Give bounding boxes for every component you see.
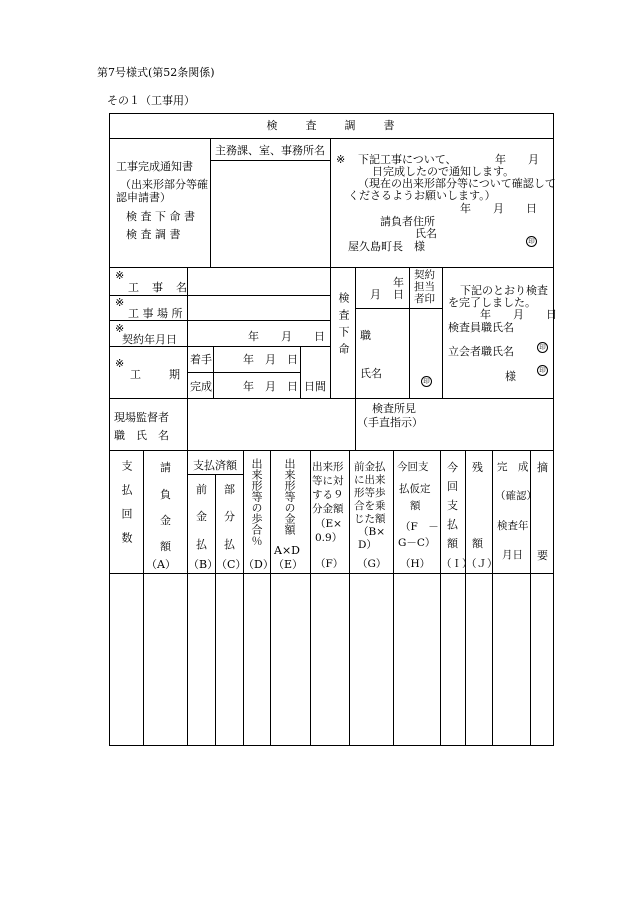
col-j-label: （Ｊ） xyxy=(466,558,498,570)
col-f-label: （F） xyxy=(315,558,344,570)
col-h-line-2: 払仮定 xyxy=(399,483,431,495)
work-name-label: 工 事 名 xyxy=(128,281,188,294)
contract-officer-seal-label: 契約担当者印 xyxy=(414,269,435,305)
col-g-line-5: じた額 xyxy=(354,513,386,525)
start-label: 着手 xyxy=(190,353,212,366)
col-h-line-4: （F － xyxy=(400,521,439,533)
line-s2-v2 xyxy=(330,267,331,398)
start-date: 年 月 日 xyxy=(243,353,298,366)
line-s1-v1 xyxy=(210,138,211,267)
col-g-line-2: に出来 xyxy=(354,474,386,486)
line-s2-h4 xyxy=(187,372,300,373)
notice-date: 年 月 日 xyxy=(460,202,537,215)
addressee: 屋久島町長 様 xyxy=(348,240,425,253)
col-a-label: （A） xyxy=(146,558,176,571)
opinion-label-2: （手直指示） xyxy=(357,416,423,429)
col-a-char-1: 請 xyxy=(160,461,171,474)
col-j-char-2: 額 xyxy=(472,537,483,550)
order-name: 氏名 xyxy=(360,367,382,380)
line-s2-h3 xyxy=(109,346,330,347)
notice-mark: ※ xyxy=(336,153,346,166)
period-label: 工 期 xyxy=(130,368,182,381)
col-header-pay-count: 支払回数 xyxy=(120,460,133,556)
mark-4: ※ xyxy=(115,357,125,370)
supervisor-label-1: 現場監督者 xyxy=(114,411,169,424)
mark-2: ※ xyxy=(115,296,125,309)
form-number: 第7号様式(第52条関係) xyxy=(97,66,215,79)
finish-label: 完成 xyxy=(190,380,212,393)
col-i-char-1: 今 xyxy=(447,461,458,474)
doc-type-completion: 工事完成通知書 xyxy=(116,160,193,173)
witness-label: 立会者職氏名 xyxy=(448,345,514,358)
line-paid-split xyxy=(187,474,243,475)
col-i-char-2: 回 xyxy=(447,480,458,493)
col-header-paid: 支払済額 xyxy=(193,459,237,472)
doc-type-order: 検 査 下 命 書 xyxy=(126,210,195,223)
table-col-line-6 xyxy=(310,450,311,746)
line-s2-v6 xyxy=(213,346,214,398)
line-s2-h1 xyxy=(109,295,330,296)
col-e-label: （E） xyxy=(273,558,304,571)
col-c-label: （C） xyxy=(216,558,247,571)
col-f-line-2: 等に対 xyxy=(312,475,344,487)
col-b-char-2: 金 xyxy=(196,510,207,523)
table-col-line-4 xyxy=(243,450,244,746)
col-f-line-1: 出来形 xyxy=(312,461,344,473)
opinion-label-1: 検査所見 xyxy=(372,402,416,415)
col-f-line-6: 0.9） xyxy=(315,532,343,544)
days-label: 日間 xyxy=(304,380,326,393)
col-k-line-2: （確認） xyxy=(495,490,537,502)
col-header-progress-rate: 出来形等の歩合％ xyxy=(250,458,263,546)
table-col-line-5 xyxy=(270,450,271,746)
complete-line-1: 下記のとおり検査 xyxy=(460,284,548,297)
col-f-line-3: する９ xyxy=(312,489,344,501)
order-year: 年 xyxy=(393,276,404,289)
col-f-line-5: （E× xyxy=(315,518,342,530)
doc-type-inspection: 検 査 調 書 xyxy=(126,228,181,241)
col-a-char-2: 負 xyxy=(160,488,171,501)
notice-line-2: 日完成したので通知します。 xyxy=(372,165,515,178)
table-col-line-7 xyxy=(349,450,350,746)
col-g-line-6: （B× xyxy=(358,526,386,538)
col-f-line-4: 分金額 xyxy=(312,503,344,515)
col-i-label: （Ｉ） xyxy=(441,558,473,570)
col-remarks-char-1: 摘 xyxy=(537,461,548,474)
col-g-label: （G） xyxy=(357,558,387,570)
col-g-line-3: 形等歩 xyxy=(354,487,386,499)
contract-date-label: 契約年月日 xyxy=(122,333,177,346)
work-place-label: 工 事 場 所 xyxy=(128,307,183,320)
col-g-line-4: 合を乗 xyxy=(354,500,386,512)
table-col-line-2 xyxy=(187,450,188,746)
col-g-line-7: D） xyxy=(358,539,377,551)
inspector-seal-icon: 印 xyxy=(537,334,548,353)
table-col-line-8 xyxy=(393,450,394,746)
table-col-line-1 xyxy=(143,450,144,746)
supervisor-label-2: 職 氏 名 xyxy=(114,429,169,442)
contractor-seal-icon: 印 xyxy=(526,228,537,247)
order-month: 月 xyxy=(370,288,381,301)
col-a-char-4: 額 xyxy=(160,540,171,553)
form-subtitle: その１（工事用） xyxy=(107,94,195,107)
line-s3-v2 xyxy=(355,398,356,450)
col-k-line-1: 完 成 xyxy=(497,461,529,473)
line-title-bottom xyxy=(109,138,554,139)
inspection-order-label: 検査下命 xyxy=(337,292,350,360)
order-seal-icon: 印 xyxy=(421,368,432,387)
line-s1-dept xyxy=(210,160,330,161)
line-s2-h2 xyxy=(109,320,330,321)
line-table-header-bottom xyxy=(109,573,554,574)
col-c-char-2: 分 xyxy=(224,510,235,523)
col-i-char-5: 額 xyxy=(447,537,458,550)
col-h-label: （H） xyxy=(400,558,431,570)
witness-seal-icon: 印 xyxy=(537,357,548,376)
line-s3-v1 xyxy=(187,398,188,450)
finish-date: 年 月 日 xyxy=(243,380,298,393)
col-header-progress-amount: 出来形等の金額 xyxy=(283,458,296,535)
table-col-line-11 xyxy=(492,450,493,746)
col-b-char-1: 前 xyxy=(196,483,207,496)
order-day: 日 xyxy=(393,288,404,301)
notice-line-1: 下記工事について、 年 月 xyxy=(358,153,540,166)
dept-label: 主務課、室、事務所名 xyxy=(215,144,325,157)
contract-date-value: 年 月 日 xyxy=(248,330,325,343)
col-i-char-4: 払 xyxy=(447,518,458,531)
witness-sama: 様 xyxy=(505,370,516,383)
col-b-char-3: 払 xyxy=(196,538,207,551)
col-h-line-5: G－C） xyxy=(398,537,436,549)
line-s2-v5 xyxy=(442,267,443,398)
complete-date: 年 月 日 xyxy=(480,308,557,321)
line-section3-bottom xyxy=(109,450,554,451)
col-remarks-char-2: 要 xyxy=(537,549,548,562)
contractor-name: 氏名 xyxy=(415,227,437,240)
line-s2-v3 xyxy=(355,267,356,398)
col-e-formula: A×D xyxy=(274,544,300,557)
complete-line-2: を完了しました。 xyxy=(448,296,536,309)
col-k-line-3: 検査年 xyxy=(497,520,529,532)
col-h-line-1: 今回支 xyxy=(397,461,429,473)
col-b-label: （B） xyxy=(188,558,219,571)
col-c-char-1: 部 xyxy=(224,483,235,496)
col-g-line-1: 前金払 xyxy=(354,461,386,473)
table-col-line-3 xyxy=(215,474,216,746)
notice-line-3: （現在の出来形部分等について確認して xyxy=(358,177,556,190)
col-d-label: （D） xyxy=(243,558,274,571)
col-a-char-3: 金 xyxy=(160,514,171,527)
table-col-line-10 xyxy=(465,450,466,746)
mark-1: ※ xyxy=(115,269,125,282)
col-i-char-3: 支 xyxy=(447,499,458,512)
form-title: 検 査 調 書 xyxy=(266,119,397,132)
doc-type-progress-2: 認申請書） xyxy=(116,191,171,204)
col-k-line-4: 月日 xyxy=(502,549,523,561)
table-col-line-9 xyxy=(440,450,441,746)
line-s2-v7 xyxy=(300,346,301,398)
line-s2-h5 xyxy=(355,308,442,309)
line-section1-bottom xyxy=(109,267,554,268)
contractor-address: 請負者住所 xyxy=(380,215,435,228)
col-c-char-3: 払 xyxy=(224,538,235,551)
mark-3: ※ xyxy=(115,322,125,335)
doc-type-progress: （出来形部分等確 xyxy=(120,178,208,191)
line-s2-v4 xyxy=(409,267,410,398)
notice-line-4: くださるようお願いします。） xyxy=(348,189,496,202)
col-h-line-3: 額 xyxy=(410,500,421,512)
order-position: 職 xyxy=(360,329,371,342)
line-s1-v2 xyxy=(330,138,331,267)
line-section2-bottom xyxy=(109,398,554,399)
inspector-label: 検査員職氏名 xyxy=(448,321,514,334)
col-j-char-1: 残 xyxy=(472,461,483,474)
